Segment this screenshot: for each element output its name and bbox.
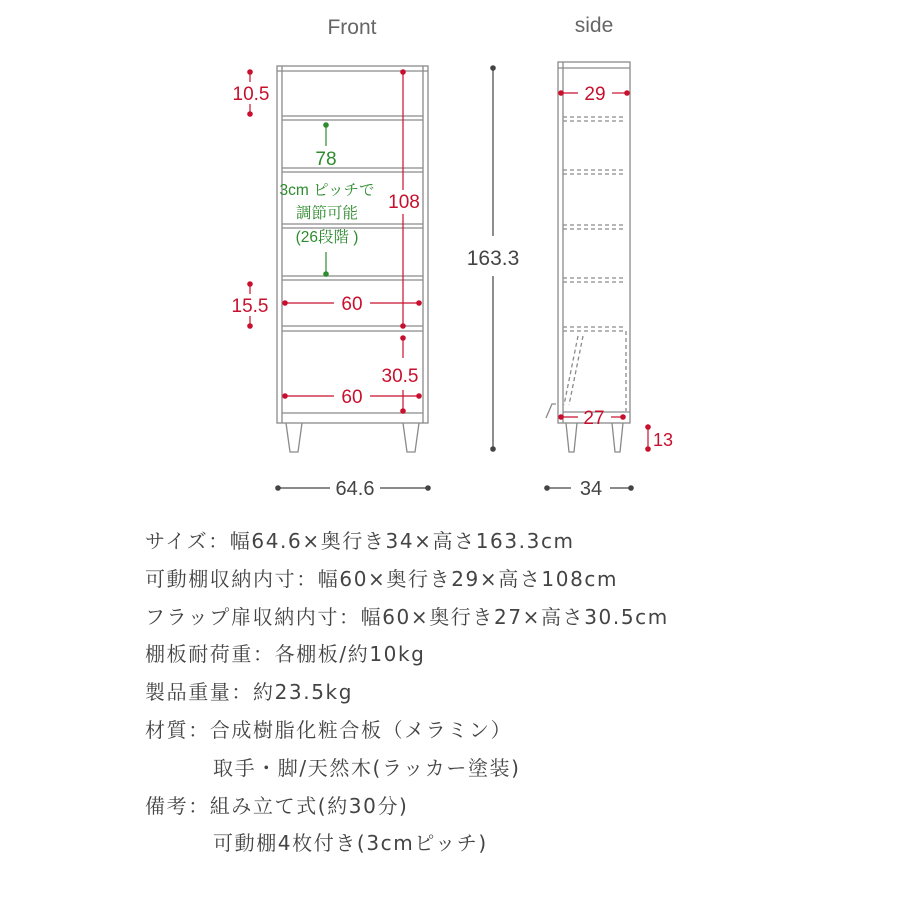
flap-height-label: 30.5	[381, 366, 419, 387]
adjust-note-line-2: 調節可能	[295, 205, 359, 222]
front-left-leg	[286, 423, 302, 452]
flap-width-label: 60	[341, 387, 363, 408]
total-width-label: 64.6	[335, 478, 375, 500]
spec-line: 可動棚4枚付き(3cmピッチ)	[213, 831, 488, 856]
spec-line: 棚板耐荷重：各棚板/約10kg	[145, 642, 426, 667]
adjust-range-label: 78	[315, 149, 337, 170]
total-depth-label: 34	[579, 478, 603, 500]
side-cabinet	[546, 62, 630, 452]
specification-list	[145, 523, 885, 863]
total-height-label: 163.3	[466, 247, 520, 270]
spec-line: 製品重量：約23.5kg	[145, 680, 354, 705]
side-left-leg	[566, 423, 577, 452]
spec-line: 可動棚収納内寸：幅60×奥行き29×高さ108cm	[145, 566, 619, 591]
leg-height-label: 13	[653, 430, 674, 450]
spec-line: 材質：合成樹脂化粧合板（メラミン）	[145, 717, 513, 742]
bottom-gap-label: 15.5	[231, 296, 269, 317]
top-gap-label: 10.5	[232, 84, 270, 105]
front-right-leg	[403, 423, 419, 452]
front-view-title: Front	[327, 16, 377, 39]
side-view-title: side	[574, 14, 614, 37]
spec-line: 取手・脚/天然木(ラッカー塗装)	[213, 755, 521, 780]
shelf-height-label: 108	[388, 192, 420, 213]
flap-depth-label: 27	[583, 408, 605, 429]
spec-line: 備考：組み立て式(約30分)	[145, 793, 409, 818]
total-height-dimension	[467, 65, 520, 452]
spec-line: フラップ扉収納内寸：幅60×奥行き27×高さ30.5cm	[145, 604, 669, 629]
adjust-note-line-3: (26段階 )	[295, 229, 359, 246]
side-outer-frame	[558, 62, 630, 423]
side-flap-handle	[546, 404, 556, 418]
spec-line: サイズ：幅64.6×奥行き34×高さ163.3cm	[145, 529, 575, 553]
shelf-width-label: 60	[341, 294, 363, 315]
front-dimensions	[232, 69, 431, 500]
side-right-leg	[612, 423, 623, 452]
side-shelves	[563, 117, 626, 411]
shelf-depth-label: 29	[584, 84, 606, 105]
adjust-note-line-1: 3cm ピッチで	[279, 182, 375, 199]
